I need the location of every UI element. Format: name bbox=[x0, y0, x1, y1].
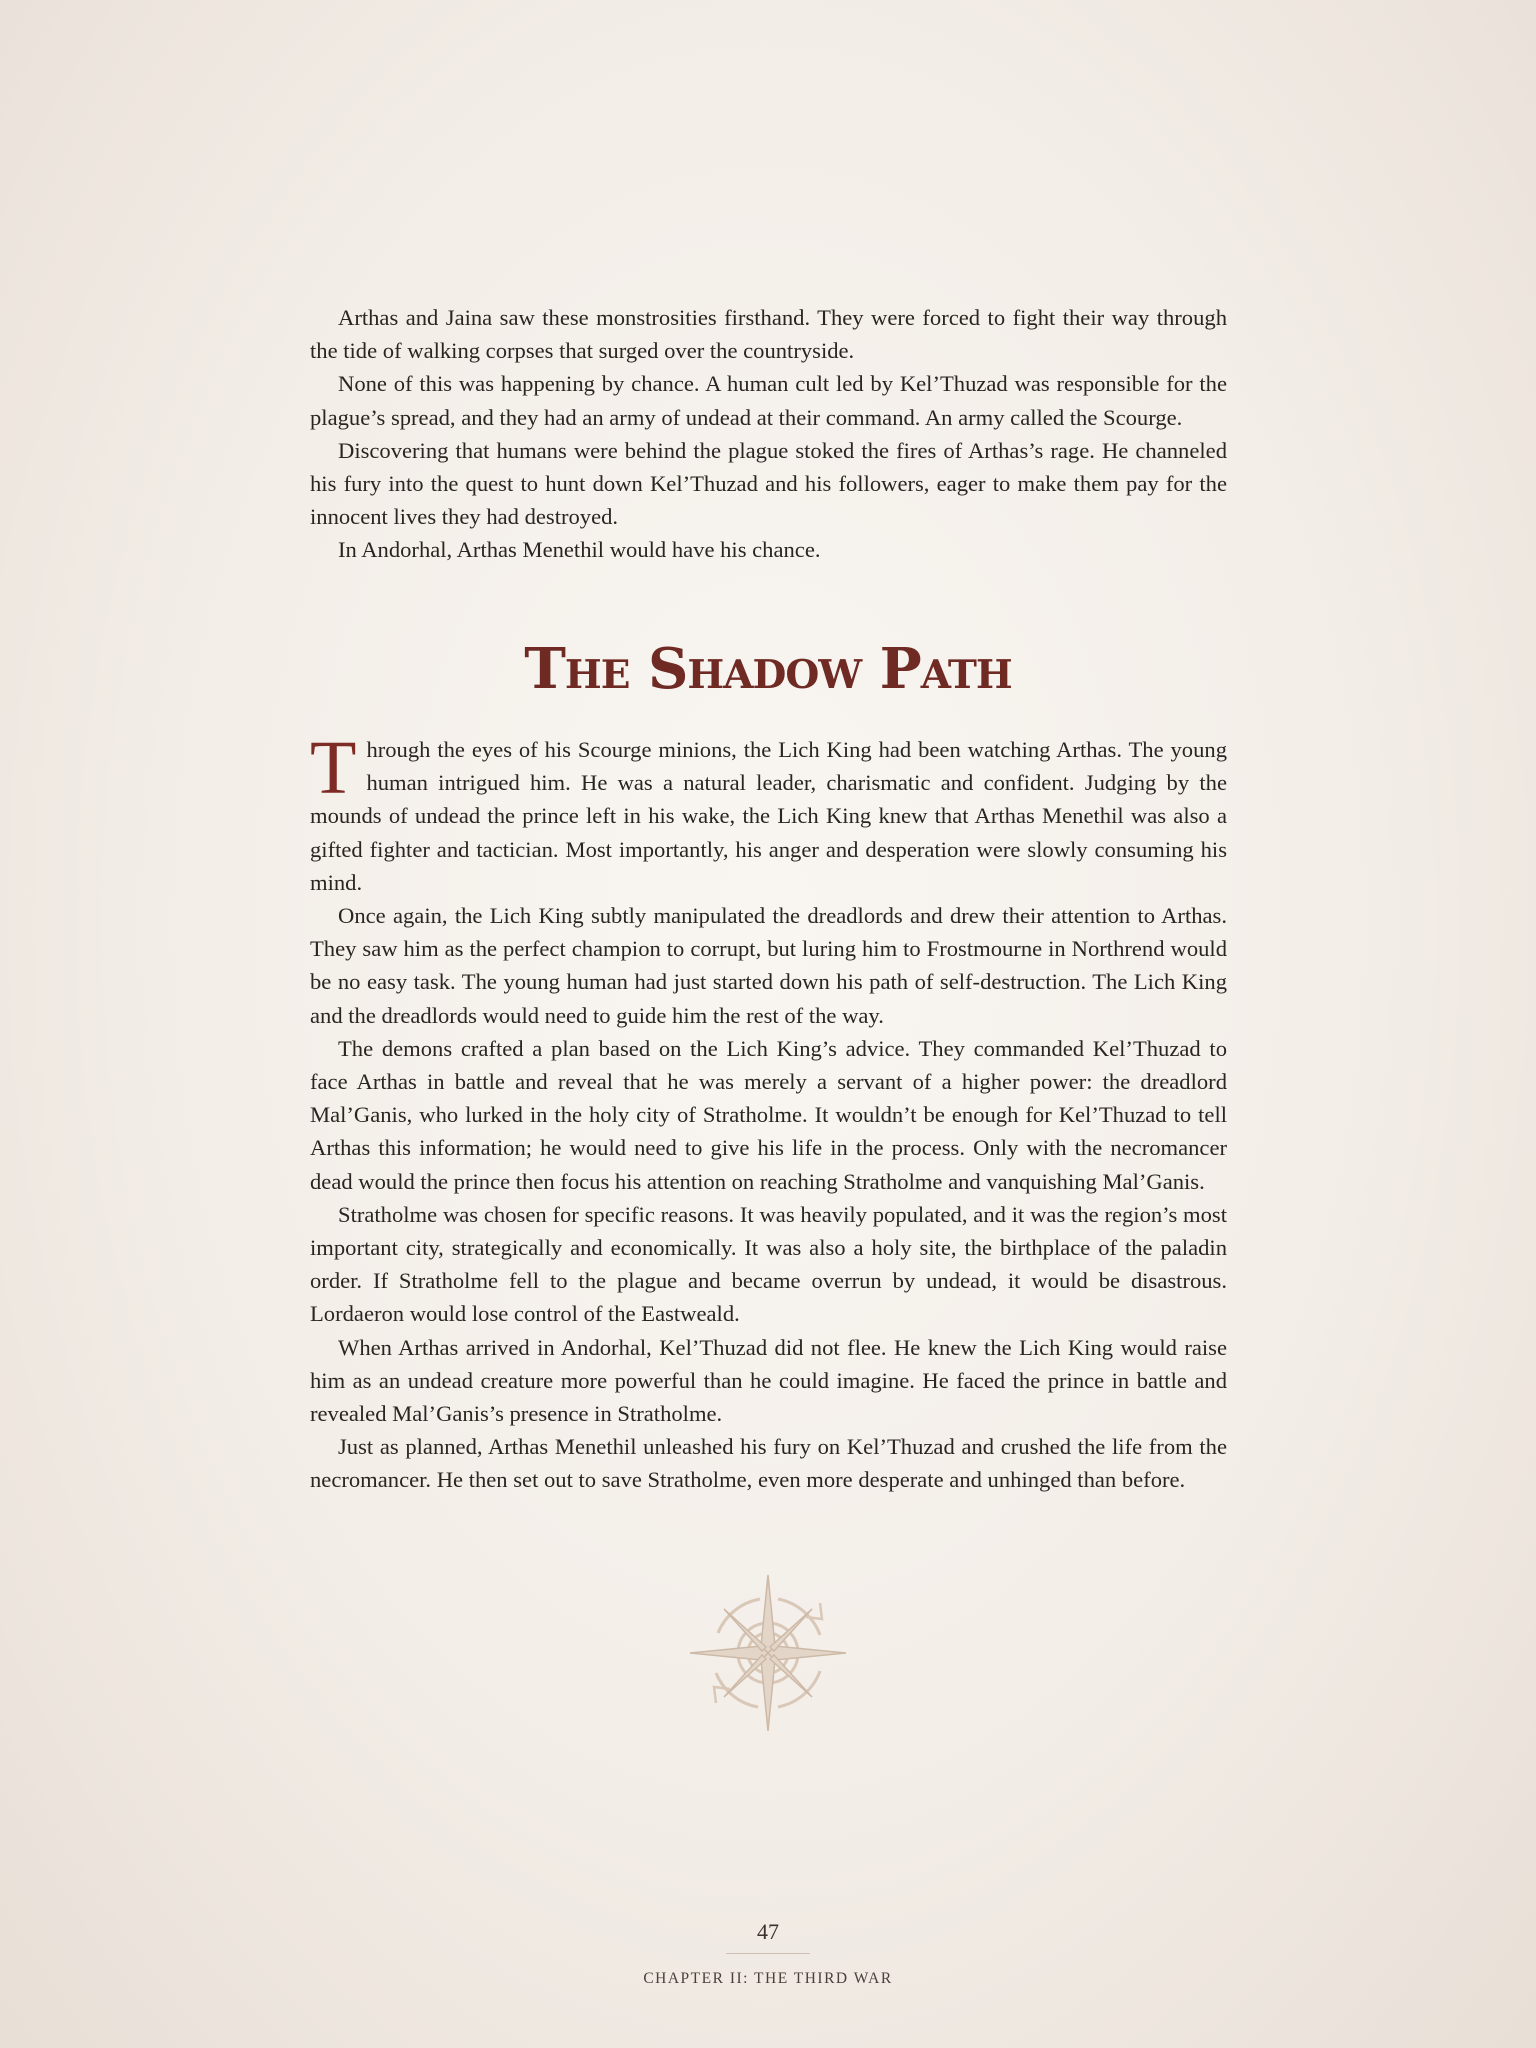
drop-cap: T bbox=[310, 726, 357, 810]
page-number-rule bbox=[726, 1953, 810, 1954]
first-paragraph-text: hrough the eyes of his Scourge minions, the Lich King had been watching Arthas. The young human intrigued him. He was a natural leader, charismatic and confident. Judging by the mounds of undead the prince left in his wake, the Lich King knew that Arthas Menethil was also a gifted fighter and tactician. Most importantly, his anger and desperation were slowly consuming his mind. bbox=[310, 737, 1227, 895]
paragraph: Stratholme was chosen for specific reasons. It was heavily populated, and it was the region’s most important city, strategically and economically. It was also a holy site, the birthplace of the paladin order. If Stratholme fell to the plague and became overrun by undead, it would be disastrous. Lordaeron would lose control of the Eastweald. bbox=[310, 1201, 1227, 1327]
chapter-footer: CHAPTER II: THE THIRD WAR bbox=[643, 1970, 893, 1987]
paragraph: None of this was happening by chance. A human cult led by Kel’Thuzad was responsible for the plague’s spread, and they had an army of undead at their command. An army called the Scourge. bbox=[310, 371, 1227, 430]
paragraph: In Andorhal, Arthas Menethil would have his chance. bbox=[338, 537, 821, 563]
section-heading: The Shadow Path bbox=[524, 636, 1012, 702]
paragraph: When Arthas arrived in Andorhal, Kel’Thuzad did not flee. He knew the Lich King would raise him as an undead creature more powerful than he could imagine. He faced the prince in battle and revealed Mal’Ganis’s presence in Stratholme. bbox=[310, 1334, 1227, 1427]
paragraph bbox=[310, 726, 1227, 899]
compass-rose-icon bbox=[688, 1573, 848, 1733]
page-number: 47 bbox=[757, 1919, 779, 1944]
paragraph: Discovering that humans were behind the plague stoked the fires of Arthas’s rage. He channeled his fury into the quest to hunt down Kel’Thuzad and his followers, eager to make them pay for the innocent lives they had destroyed. bbox=[310, 437, 1227, 530]
paragraph: The demons crafted a plan based on the Lich King’s advice. They commanded Kel’Thuzad to face Arthas in battle and reveal that he was merely a servant of a higher power: the dreadlord Mal’Ganis, who lurked in the holy city of Stratholme. It wouldn’t be enough for Kel’Thuzad to tell Arthas this information; he would need to give his life in the process. Only with the necromancer dead would the prince then focus his attention on reaching Stratholme and vanquishing Mal’Ganis. bbox=[310, 1035, 1227, 1194]
paragraph: Arthas and Jaina saw these monstrosities firsthand. They were forced to fight their way through the tide of walking corpses that surged over the countryside. bbox=[310, 305, 1227, 364]
paragraph: Once again, the Lich King subtly manipulated the dreadlords and drew their attention to Arthas. They saw him as the perfect champion to corrupt, but luring him to Frostmourne in Northrend would be no easy task. The young human had just started down his path of self-destruction. The Lich King and the dreadlords would need to guide him the rest of the way. bbox=[310, 903, 1227, 1028]
section-text bbox=[310, 726, 1227, 1497]
intro-text bbox=[310, 301, 1227, 567]
paragraph: Just as planned, Arthas Menethil unleashed his fury on Kel’Thuzad and crushed the life from the necromancer. He then set out to save Stratholme, even more desperate and unhinged than before. bbox=[310, 1434, 1227, 1493]
